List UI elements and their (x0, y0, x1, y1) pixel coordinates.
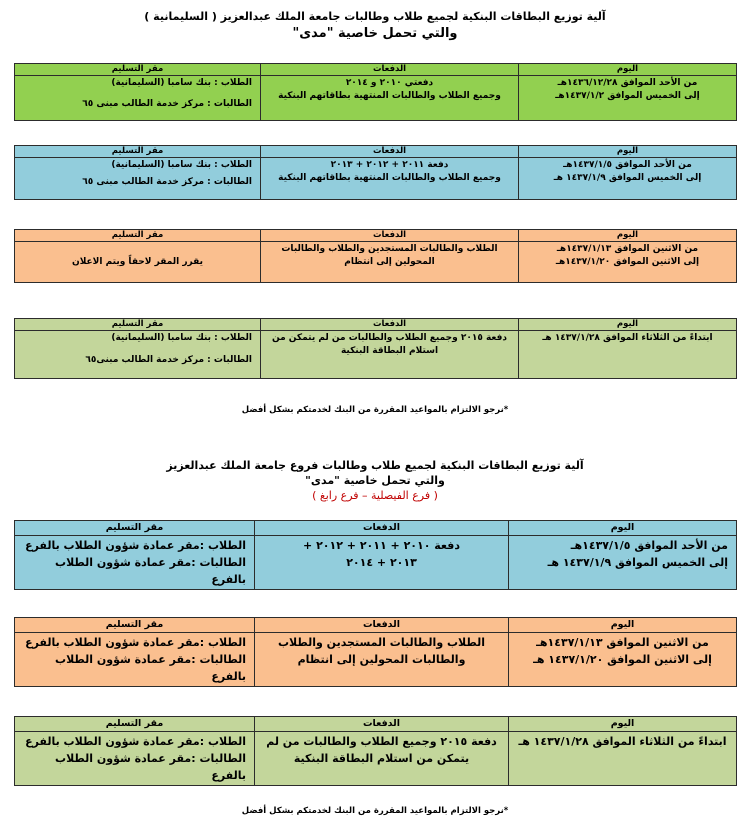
header-location: مقر التسليم (15, 230, 261, 242)
section1-title (0, 10, 750, 42)
header-batches: الدفعات (261, 230, 519, 242)
header-day: اليوم (509, 717, 737, 732)
table-header-row (15, 230, 737, 242)
schedule-table-2 (14, 145, 737, 200)
section1-title-line1: آلية توزيع البطاقات البنكية لجميع طلاب وطالبات جامعة الملك عبدالعزيز ( السليمانية ) (144, 10, 606, 23)
header-location: مقر التسليم (15, 64, 261, 76)
section1-title-line2: والتي تحمل خاصية "مدى" (292, 25, 458, 41)
header-batches: الدفعات (261, 64, 519, 76)
header-day: اليوم (519, 230, 737, 242)
section2-title-line2: والتي تحمل خاصية "مدى" (305, 473, 445, 487)
header-location: مقر التسليم (15, 319, 261, 331)
header-location: مقر التسليم (15, 146, 261, 158)
header-day: اليوم (519, 64, 737, 76)
header-location: مقر التسليم (15, 521, 255, 536)
batches-cell: دفعتي ٢٠١٠ و ٢٠١٤ وجميع الطلاب والطالبات المنتهية بطاقاتهم البنكية (261, 76, 519, 121)
header-batches: الدفعات (255, 618, 509, 633)
day-cell: من الأحد الموافق ١٤٣٦/١٢/٢٨هـ إلى الخميس الموافق ١٤٣٧/١/٢هـ (519, 76, 737, 121)
header-batches: الدفعات (255, 717, 509, 732)
day-cell: من الأحد الموافق ١٤٣٧/١/٥هـ إلى الخميس الموافق ١٤٣٧/١/٩ هـ (519, 158, 737, 200)
header-batches: الدفعات (255, 521, 509, 536)
day-cell: من الاثنين الموافق ١٤٣٧/١/١٣هـ إلى الاثنين الموافق ١٤٣٧/١/٢٠هـ (519, 242, 737, 283)
table-header-row (15, 146, 737, 158)
header-day: اليوم (519, 146, 737, 158)
branch-schedule-table-3 (14, 716, 737, 786)
branch-schedule-table-2 (14, 617, 737, 687)
day-cell: ابتداءً من الثلاثاء الموافق ١٤٣٧/١/٢٨ هـ (519, 331, 737, 379)
table-row (15, 158, 737, 200)
location-cell: الطلاب :مقر عمادة شؤون الطلاب بالفرع الطالبات :مقر عمادة شؤون الطلاب بالفرع (15, 536, 255, 590)
location-cell: يقرر المقر لاحقاً ويتم الاعلان (15, 242, 261, 283)
header-batches: الدفعات (261, 319, 519, 331)
header-location: مقر التسليم (15, 717, 255, 732)
branch-schedule-table-1 (14, 520, 737, 590)
table-header-row (15, 717, 737, 732)
header-day: اليوم (509, 521, 737, 536)
table-header-row (15, 521, 737, 536)
day-cell: من الاثنين الموافق ١٤٣٧/١/١٣هـ إلى الاثنين الموافق ١٤٣٧/١/٢٠ هـ (509, 633, 737, 687)
header-batches: الدفعات (261, 146, 519, 158)
table-row (15, 76, 737, 121)
batches-cell: دفعة ٢٠١٥ وجميع الطلاب والطالبات من لم يتمكن من استلام البطاقة البنكية (255, 732, 509, 786)
table-row (15, 732, 737, 786)
section2-title (0, 459, 750, 504)
day-cell: ابتداءً من الثلاثاء الموافق ١٤٣٧/١/٢٨ هـ (509, 732, 737, 786)
section2-title-line1: آلية توزيع البطاقات البنكية لجميع طلاب وطالبات فروع جامعة الملك عبدالعزيز (166, 459, 584, 472)
batches-cell: دفعة ٢٠١٥ وجميع الطلاب والطالبات من لم يتمكن من استلام البطاقة البنكية (261, 331, 519, 379)
batches-cell: دفعة ٢٠١١ + ٢٠١٢ + ٢٠١٣ وجميع الطلاب والطالبات المنتهية بطاقاتهم البنكية (261, 158, 519, 200)
batches-cell: دفعة ٢٠١٠ + ٢٠١١ + ٢٠١٢ + ٢٠١٣ + ٢٠١٤ (255, 536, 509, 590)
table-row (15, 242, 737, 283)
location-cell: الطلاب :مقر عمادة شؤون الطلاب بالفرع الطالبات :مقر عمادة شؤون الطلاب بالفرع (15, 732, 255, 786)
table-row (15, 331, 737, 379)
header-day: اليوم (519, 319, 737, 331)
location-cell: الطلاب :مقر عمادة شؤون الطلاب بالفرع الطالبات :مقر عمادة شؤون الطلاب بالفرع (15, 633, 255, 687)
schedule-table-4 (14, 318, 737, 379)
section2-note: *نرجو الالتزام بالمواعيد المقررة من البنك لخدمتكم بشكل أفضل (241, 806, 509, 816)
table-header-row (15, 64, 737, 76)
day-cell: من الأحد الموافق ١٤٣٧/١/٥هـ إلى الخميس الموافق ١٤٣٧/١/٩ هـ (509, 536, 737, 590)
table-row (15, 536, 737, 590)
header-location: مقر التسليم (15, 618, 255, 633)
location-cell: الطلاب : بنك سامبا (السليمانية) الطالبات : مركز خدمة الطالب مبنى ٦٥ (15, 76, 261, 121)
schedule-table-1 (14, 63, 737, 121)
location-cell: الطلاب : بنك سامبا (السليمانية) الطالبات : مركز خدمة الطالب مبنى ٦٥ (15, 158, 261, 200)
schedule-table-3 (14, 229, 737, 283)
table-header-row (15, 319, 737, 331)
table-header-row (15, 618, 737, 633)
batches-cell: الطلاب والطالبات المستجدين والطلاب والطالبات المحولين إلى انتظام (255, 633, 509, 687)
header-day: اليوم (509, 618, 737, 633)
table-row (15, 633, 737, 687)
batches-cell: الطلاب والطالبات المستجدين والطلاب والطالبات المحولين إلى انتظام (261, 242, 519, 283)
section2-title-line3: ( فرع الفيصلية – فرع رابغ ) (312, 488, 438, 502)
location-cell: الطلاب : بنك سامبا (السليمانية) الطالبات : مركز خدمة الطالب مبنى٦٥ (15, 331, 261, 379)
section1-note: *نرجو الالتزام بالمواعيد المقررة من البنك لخدمتكم بشكل أفضل (241, 405, 509, 415)
